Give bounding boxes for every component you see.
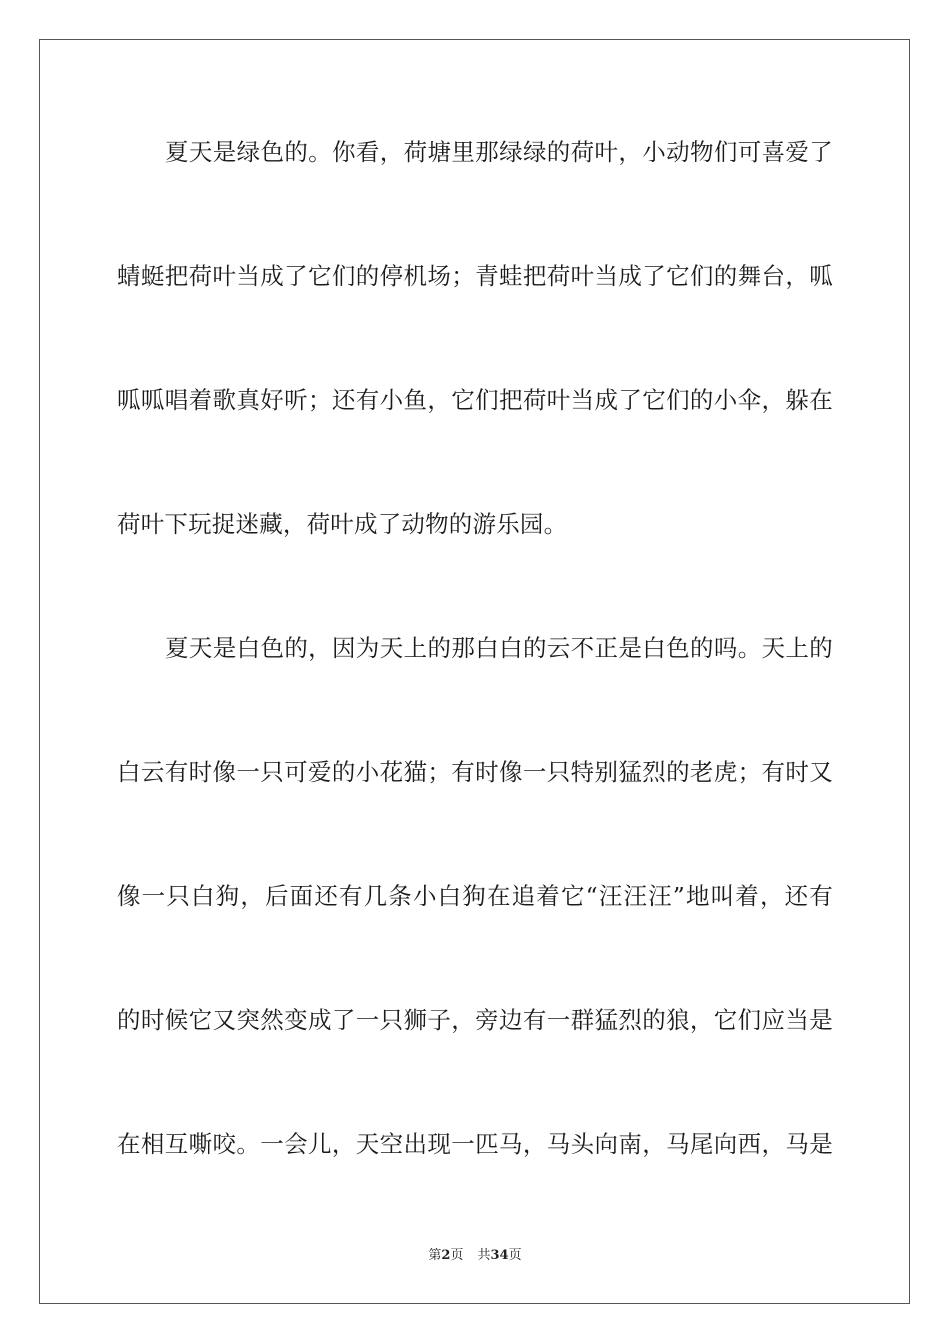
text-line-6: 白云有时像一只可爱的小花猫；有时像一只特别猛烈的老虎；有时又 xyxy=(117,758,833,786)
page-footer xyxy=(0,1247,950,1265)
text-line-1: 夏天是绿色的。你看，荷塘里那绿绿的荷叶，小动物们可喜爱了 xyxy=(165,138,833,166)
total-pages: 34 xyxy=(490,1248,509,1263)
total-suffix: 页 xyxy=(508,1248,522,1263)
text-line-2: 蜻蜓把荷叶当成了它们的停机场；青蛙把荷叶当成了它们的舞台，呱 xyxy=(117,262,833,290)
total-prefix: 共 xyxy=(477,1248,491,1263)
text-line-3: 呱呱唱着歌真好听；还有小鱼，它们把荷叶当成了它们的小伞，躲在 xyxy=(117,386,833,414)
page-border xyxy=(39,39,910,1304)
text-line-9: 在相互嘶咬。一会儿，天空出现一匹马，马头向南，马尾向西，马是 xyxy=(117,1130,833,1158)
page-suffix: 页 xyxy=(450,1248,464,1263)
page-prefix: 第 xyxy=(428,1248,442,1263)
page-number: 2 xyxy=(441,1248,451,1263)
text-line-4: 荷叶下玩捉迷藏，荷叶成了动物的游乐园。 xyxy=(117,510,568,538)
text-line-8: 的时候它又突然变成了一只狮子，旁边有一群猛烈的狼，它们应当是 xyxy=(117,1006,833,1034)
text-line-5: 夏天是白色的，因为天上的那白白的云不正是白色的吗。天上的 xyxy=(165,634,833,662)
text-line-7: 像一只白狗，后面还有几条小白狗在追着它“汪汪汪”地叫着，还有 xyxy=(117,882,833,910)
